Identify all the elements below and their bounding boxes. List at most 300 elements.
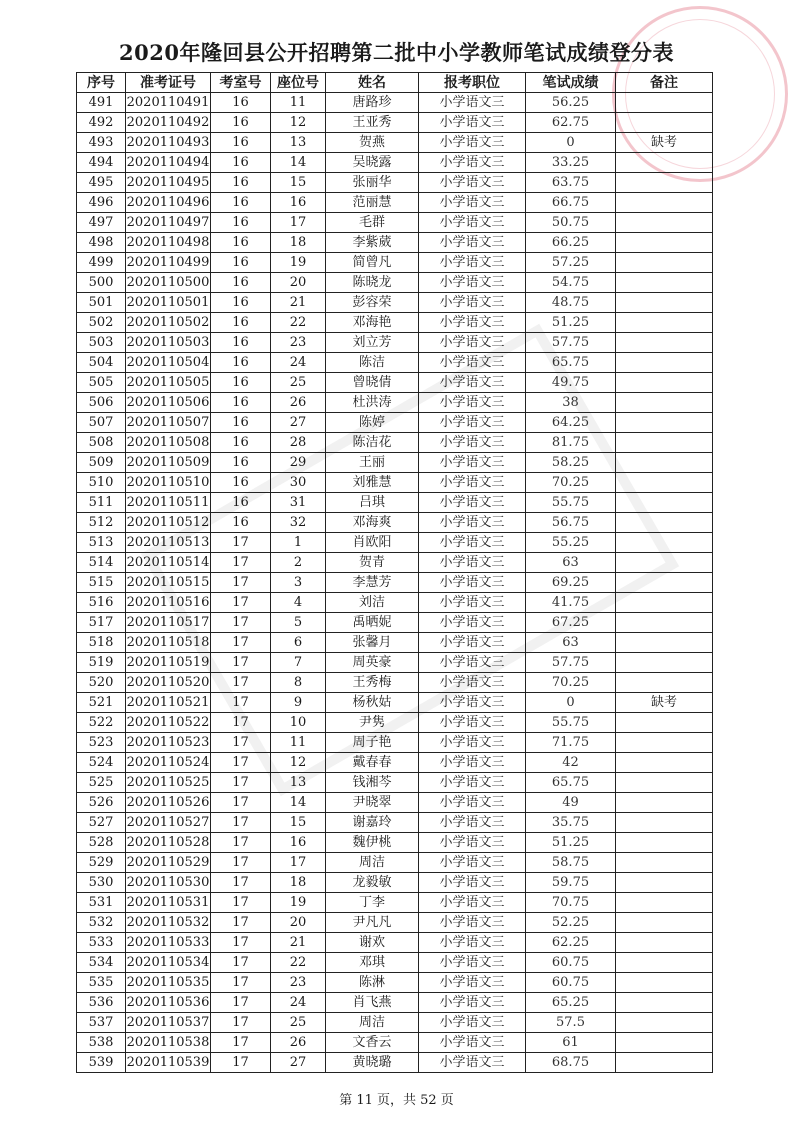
- cell-index: 523: [77, 733, 126, 753]
- cell-remark: [616, 973, 713, 993]
- cell-index: 520: [77, 673, 126, 693]
- cell-exam-id: 2020110509: [126, 453, 211, 473]
- cell-position: 小学语文三: [419, 133, 526, 153]
- cell-index: 512: [77, 513, 126, 533]
- table-row: [77, 593, 713, 613]
- cell-seat: 32: [271, 513, 326, 533]
- cell-seat: 24: [271, 993, 326, 1013]
- cell-exam-id: 2020110533: [126, 933, 211, 953]
- cell-position: 小学语文三: [419, 193, 526, 213]
- cell-index: 493: [77, 133, 126, 153]
- cell-room: 16: [211, 253, 271, 273]
- cell-name: 张丽华: [326, 173, 419, 193]
- cell-index: 539: [77, 1053, 126, 1073]
- cell-seat: 30: [271, 473, 326, 493]
- cell-exam-id: 2020110539: [126, 1053, 211, 1073]
- cell-score: 33.25: [526, 153, 616, 173]
- score-table: [76, 72, 713, 1073]
- cell-name: 谢欢: [326, 933, 419, 953]
- cell-position: 小学语文三: [419, 413, 526, 433]
- cell-score: 59.75: [526, 873, 616, 893]
- cell-room: 17: [211, 633, 271, 653]
- cell-exam-id: 2020110506: [126, 393, 211, 413]
- cell-position: 小学语文三: [419, 713, 526, 733]
- cell-seat: 18: [271, 873, 326, 893]
- cell-room: 16: [211, 233, 271, 253]
- cell-remark: [616, 453, 713, 473]
- cell-name: 杨秋姑: [326, 693, 419, 713]
- cell-position: 小学语文三: [419, 533, 526, 553]
- cell-room: 17: [211, 973, 271, 993]
- cell-remark: [616, 873, 713, 893]
- table-row: [77, 353, 713, 373]
- cell-name: 钱湘芩: [326, 773, 419, 793]
- cell-score: 51.25: [526, 313, 616, 333]
- cell-seat: 10: [271, 713, 326, 733]
- cell-seat: 22: [271, 313, 326, 333]
- cell-position: 小学语文三: [419, 513, 526, 533]
- cell-room: 16: [211, 273, 271, 293]
- cell-seat: 26: [271, 393, 326, 413]
- cell-name: 吕琪: [326, 493, 419, 513]
- table-row: [77, 633, 713, 653]
- cell-score: 35.75: [526, 813, 616, 833]
- table-row: [77, 93, 713, 113]
- cell-index: 507: [77, 413, 126, 433]
- cell-remark: [616, 253, 713, 273]
- cell-score: 70.75: [526, 893, 616, 913]
- cell-score: 58.25: [526, 453, 616, 473]
- cell-remark: [616, 773, 713, 793]
- cell-position: 小学语文三: [419, 493, 526, 513]
- cell-name: 贺燕: [326, 133, 419, 153]
- cell-exam-id: 2020110491: [126, 93, 211, 113]
- cell-exam-id: 2020110519: [126, 653, 211, 673]
- cell-score: 0: [526, 133, 616, 153]
- cell-index: 522: [77, 713, 126, 733]
- cell-remark: [616, 753, 713, 773]
- cell-exam-id: 2020110528: [126, 833, 211, 853]
- cell-position: 小学语文三: [419, 113, 526, 133]
- cell-exam-id: 2020110512: [126, 513, 211, 533]
- cell-position: 小学语文三: [419, 313, 526, 333]
- cell-index: 503: [77, 333, 126, 353]
- cell-room: 17: [211, 873, 271, 893]
- cell-index: 530: [77, 873, 126, 893]
- cell-score: 66.25: [526, 233, 616, 253]
- table-row: [77, 693, 713, 713]
- cell-room: 16: [211, 493, 271, 513]
- cell-seat: 2: [271, 553, 326, 573]
- cell-name: 文香云: [326, 1033, 419, 1053]
- cell-room: 17: [211, 713, 271, 733]
- cell-room: 17: [211, 933, 271, 953]
- cell-seat: 14: [271, 153, 326, 173]
- cell-score: 52.25: [526, 913, 616, 933]
- cell-seat: 14: [271, 793, 326, 813]
- cell-room: 16: [211, 373, 271, 393]
- cell-index: 506: [77, 393, 126, 413]
- table-row: [77, 973, 713, 993]
- cell-name: 邓海艳: [326, 313, 419, 333]
- cell-remark: [616, 493, 713, 513]
- table-row: [77, 473, 713, 493]
- cell-score: 60.75: [526, 973, 616, 993]
- cell-score: 57.5: [526, 1013, 616, 1033]
- cell-exam-id: 2020110513: [126, 533, 211, 553]
- cell-score: 57.25: [526, 253, 616, 273]
- cell-name: 陈洁花: [326, 433, 419, 453]
- cell-seat: 9: [271, 693, 326, 713]
- cell-index: 500: [77, 273, 126, 293]
- cell-room: 16: [211, 393, 271, 413]
- cell-exam-id: 2020110502: [126, 313, 211, 333]
- cell-remark: [616, 793, 713, 813]
- cell-room: 17: [211, 893, 271, 913]
- cell-room: 17: [211, 753, 271, 773]
- cell-room: 17: [211, 573, 271, 593]
- cell-remark: [616, 933, 713, 953]
- cell-name: 周洁: [326, 853, 419, 873]
- cell-score: 55.25: [526, 533, 616, 553]
- cell-remark: [616, 593, 713, 613]
- cell-index: 515: [77, 573, 126, 593]
- table-row: [77, 413, 713, 433]
- cell-score: 66.75: [526, 193, 616, 213]
- col-header-seat: 座位号: [271, 73, 326, 93]
- table-row: [77, 373, 713, 393]
- cell-name: 李紫葳: [326, 233, 419, 253]
- cell-exam-id: 2020110508: [126, 433, 211, 453]
- cell-seat: 24: [271, 353, 326, 373]
- cell-room: 17: [211, 793, 271, 813]
- cell-score: 67.25: [526, 613, 616, 633]
- cell-name: 禹晒妮: [326, 613, 419, 633]
- cell-position: 小学语文三: [419, 233, 526, 253]
- col-header-room: 考室号: [211, 73, 271, 93]
- cell-position: 小学语文三: [419, 873, 526, 893]
- table-row: [77, 333, 713, 353]
- cell-exam-id: 2020110493: [126, 133, 211, 153]
- cell-exam-id: 2020110504: [126, 353, 211, 373]
- cell-name: 尹凡凡: [326, 913, 419, 933]
- cell-name: 唐路珍: [326, 93, 419, 113]
- cell-exam-id: 2020110531: [126, 893, 211, 913]
- cell-score: 58.75: [526, 853, 616, 873]
- cell-seat: 21: [271, 933, 326, 953]
- cell-seat: 15: [271, 173, 326, 193]
- cell-remark: [616, 1053, 713, 1073]
- cell-remark: [616, 93, 713, 113]
- cell-remark: [616, 393, 713, 413]
- cell-room: 16: [211, 473, 271, 493]
- cell-index: 498: [77, 233, 126, 253]
- table-row: [77, 1053, 713, 1073]
- cell-exam-id: 2020110538: [126, 1033, 211, 1053]
- cell-room: 17: [211, 553, 271, 573]
- cell-seat: 25: [271, 373, 326, 393]
- cell-room: 17: [211, 833, 271, 853]
- cell-score: 48.75: [526, 293, 616, 313]
- col-header-position: 报考职位: [419, 73, 526, 93]
- cell-remark: [616, 813, 713, 833]
- cell-position: 小学语文三: [419, 573, 526, 593]
- cell-remark: [616, 233, 713, 253]
- cell-name: 杜洪涛: [326, 393, 419, 413]
- cell-room: 16: [211, 293, 271, 313]
- cell-room: 16: [211, 433, 271, 453]
- cell-seat: 28: [271, 433, 326, 453]
- cell-position: 小学语文三: [419, 333, 526, 353]
- table-row: [77, 893, 713, 913]
- cell-position: 小学语文三: [419, 173, 526, 193]
- cell-remark: [616, 373, 713, 393]
- cell-name: 周洁: [326, 1013, 419, 1033]
- cell-score: 49: [526, 793, 616, 813]
- table-row: [77, 993, 713, 1013]
- table-row: [77, 453, 713, 473]
- cell-position: 小学语文三: [419, 813, 526, 833]
- cell-seat: 8: [271, 673, 326, 693]
- cell-seat: 31: [271, 493, 326, 513]
- cell-seat: 17: [271, 853, 326, 873]
- cell-seat: 23: [271, 973, 326, 993]
- cell-name: 刘立芳: [326, 333, 419, 353]
- cell-seat: 1: [271, 533, 326, 553]
- cell-position: 小学语文三: [419, 833, 526, 853]
- cell-exam-id: 2020110497: [126, 213, 211, 233]
- cell-exam-id: 2020110518: [126, 633, 211, 653]
- cell-exam-id: 2020110521: [126, 693, 211, 713]
- table-row: [77, 953, 713, 973]
- cell-index: 532: [77, 913, 126, 933]
- cell-remark: [616, 673, 713, 693]
- cell-score: 69.25: [526, 573, 616, 593]
- cell-remark: [616, 173, 713, 193]
- cell-room: 17: [211, 1013, 271, 1033]
- cell-index: 519: [77, 653, 126, 673]
- table-row: [77, 933, 713, 953]
- cell-room: 16: [211, 133, 271, 153]
- cell-remark: [616, 733, 713, 753]
- cell-exam-id: 2020110507: [126, 413, 211, 433]
- cell-exam-id: 2020110500: [126, 273, 211, 293]
- cell-index: 502: [77, 313, 126, 333]
- cell-exam-id: 2020110511: [126, 493, 211, 513]
- cell-seat: 19: [271, 253, 326, 273]
- cell-seat: 4: [271, 593, 326, 613]
- cell-index: 529: [77, 853, 126, 873]
- cell-score: 70.25: [526, 673, 616, 693]
- table-row: [77, 533, 713, 553]
- cell-score: 63.75: [526, 173, 616, 193]
- cell-index: 514: [77, 553, 126, 573]
- cell-score: 68.75: [526, 1053, 616, 1073]
- table-row: [77, 753, 713, 773]
- table-row: [77, 613, 713, 633]
- table-row: [77, 793, 713, 813]
- table-row: [77, 513, 713, 533]
- cell-exam-id: 2020110492: [126, 113, 211, 133]
- cell-seat: 21: [271, 293, 326, 313]
- cell-index: 495: [77, 173, 126, 193]
- cell-position: 小学语文三: [419, 793, 526, 813]
- cell-remark: 缺考: [616, 133, 713, 153]
- cell-remark: [616, 213, 713, 233]
- cell-index: 534: [77, 953, 126, 973]
- cell-remark: [616, 833, 713, 853]
- cell-room: 16: [211, 333, 271, 353]
- cell-exam-id: 2020110517: [126, 613, 211, 633]
- cell-position: 小学语文三: [419, 153, 526, 173]
- cell-index: 518: [77, 633, 126, 653]
- cell-exam-id: 2020110510: [126, 473, 211, 493]
- cell-score: 55.75: [526, 713, 616, 733]
- cell-seat: 26: [271, 1033, 326, 1053]
- cell-name: 毛群: [326, 213, 419, 233]
- cell-name: 刘洁: [326, 593, 419, 613]
- cell-remark: [616, 533, 713, 553]
- cell-score: 0: [526, 693, 616, 713]
- cell-exam-id: 2020110499: [126, 253, 211, 273]
- cell-room: 17: [211, 773, 271, 793]
- cell-room: 17: [211, 533, 271, 553]
- cell-room: 17: [211, 813, 271, 833]
- cell-remark: [616, 1033, 713, 1053]
- cell-exam-id: 2020110534: [126, 953, 211, 973]
- cell-position: 小学语文三: [419, 393, 526, 413]
- cell-name: 李慧芳: [326, 573, 419, 593]
- cell-index: 510: [77, 473, 126, 493]
- cell-score: 65.75: [526, 773, 616, 793]
- cell-exam-id: 2020110514: [126, 553, 211, 573]
- table-row: [77, 253, 713, 273]
- cell-remark: [616, 573, 713, 593]
- cell-exam-id: 2020110532: [126, 913, 211, 933]
- cell-exam-id: 2020110495: [126, 173, 211, 193]
- cell-room: 16: [211, 153, 271, 173]
- cell-room: 17: [211, 593, 271, 613]
- cell-position: 小学语文三: [419, 973, 526, 993]
- cell-seat: 19: [271, 893, 326, 913]
- table-row: [77, 193, 713, 213]
- cell-room: 16: [211, 313, 271, 333]
- table-row: [77, 553, 713, 573]
- cell-remark: [616, 433, 713, 453]
- cell-index: 504: [77, 353, 126, 373]
- cell-name: 尹隽: [326, 713, 419, 733]
- table-row: [77, 713, 713, 733]
- cell-name: 彭容荣: [326, 293, 419, 313]
- cell-index: 535: [77, 973, 126, 993]
- table-row: [77, 113, 713, 133]
- cell-seat: 16: [271, 193, 326, 213]
- cell-index: 526: [77, 793, 126, 813]
- cell-position: 小学语文三: [419, 773, 526, 793]
- cell-name: 谢嘉玲: [326, 813, 419, 833]
- table-row: [77, 813, 713, 833]
- cell-index: 492: [77, 113, 126, 133]
- cell-score: 81.75: [526, 433, 616, 453]
- cell-index: 499: [77, 253, 126, 273]
- cell-position: 小学语文三: [419, 293, 526, 313]
- table-row: [77, 733, 713, 753]
- cell-score: 56.25: [526, 93, 616, 113]
- cell-index: 517: [77, 613, 126, 633]
- cell-index: 537: [77, 1013, 126, 1033]
- cell-exam-id: 2020110524: [126, 753, 211, 773]
- table-row: [77, 1033, 713, 1053]
- cell-position: 小学语文三: [419, 853, 526, 873]
- cell-name: 范丽慧: [326, 193, 419, 213]
- cell-exam-id: 2020110529: [126, 853, 211, 873]
- cell-position: 小学语文三: [419, 633, 526, 653]
- cell-index: 536: [77, 993, 126, 1013]
- cell-name: 肖欧阳: [326, 533, 419, 553]
- cell-score: 63: [526, 633, 616, 653]
- cell-exam-id: 2020110523: [126, 733, 211, 753]
- cell-seat: 12: [271, 113, 326, 133]
- cell-name: 邓海爽: [326, 513, 419, 533]
- table-row: [77, 313, 713, 333]
- cell-index: 533: [77, 933, 126, 953]
- cell-score: 49.75: [526, 373, 616, 393]
- cell-name: 贺青: [326, 553, 419, 573]
- cell-seat: 22: [271, 953, 326, 973]
- cell-score: 42: [526, 753, 616, 773]
- cell-name: 龙毅敏: [326, 873, 419, 893]
- cell-seat: 3: [271, 573, 326, 593]
- cell-remark: [616, 273, 713, 293]
- cell-index: 505: [77, 373, 126, 393]
- cell-seat: 12: [271, 753, 326, 773]
- cell-score: 71.75: [526, 733, 616, 753]
- page-footer: 第 11 页，共 52 页: [339, 1093, 454, 1108]
- cell-exam-id: 2020110525: [126, 773, 211, 793]
- cell-position: 小学语文三: [419, 613, 526, 633]
- cell-seat: 20: [271, 273, 326, 293]
- cell-seat: 11: [271, 733, 326, 753]
- cell-name: 王亚秀: [326, 113, 419, 133]
- cell-name: 丁李: [326, 893, 419, 913]
- cell-position: 小学语文三: [419, 1053, 526, 1073]
- cell-position: 小学语文三: [419, 373, 526, 393]
- cell-position: 小学语文三: [419, 213, 526, 233]
- cell-exam-id: 2020110503: [126, 333, 211, 353]
- cell-name: 周子艳: [326, 733, 419, 753]
- cell-position: 小学语文三: [419, 913, 526, 933]
- cell-remark: [616, 113, 713, 133]
- cell-remark: [616, 993, 713, 1013]
- cell-position: 小学语文三: [419, 273, 526, 293]
- cell-remark: [616, 1013, 713, 1033]
- cell-exam-id: 2020110526: [126, 793, 211, 813]
- cell-remark: [616, 633, 713, 653]
- table-row: [77, 153, 713, 173]
- cell-exam-id: 2020110501: [126, 293, 211, 313]
- cell-exam-id: 2020110516: [126, 593, 211, 613]
- cell-name: 陈婷: [326, 413, 419, 433]
- col-header-score: 笔试成绩: [526, 73, 616, 93]
- cell-exam-id: 2020110527: [126, 813, 211, 833]
- cell-position: 小学语文三: [419, 653, 526, 673]
- cell-room: 16: [211, 173, 271, 193]
- table-row: [77, 573, 713, 593]
- cell-index: 513: [77, 533, 126, 553]
- cell-name: 魏伊桃: [326, 833, 419, 853]
- cell-index: 521: [77, 693, 126, 713]
- table-row: [77, 433, 713, 453]
